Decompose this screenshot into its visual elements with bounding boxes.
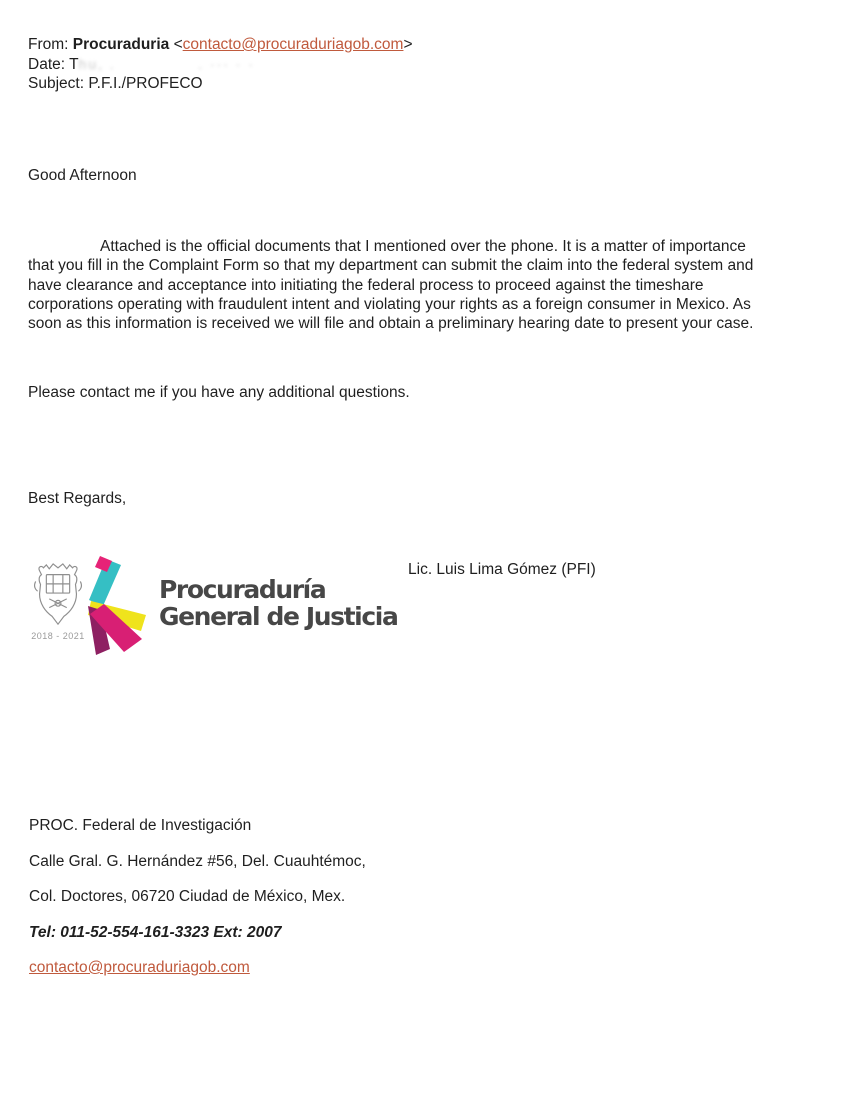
contact-request-line: Please contact me if you have any additional questions.: [28, 384, 410, 401]
footer-email-link[interactable]: contacto@procuraduriagob.com: [29, 959, 250, 976]
signature-footer: [29, 817, 366, 995]
from-label: From:: [28, 36, 69, 53]
main-paragraph: [28, 237, 833, 333]
paragraph-line: have clearance and acceptance into initiating the federal process to proceed against the timeshare: [28, 276, 704, 294]
footer-org: PROC. Federal de Investigación: [29, 817, 252, 834]
subject-value: P.F.I./PROFECO: [88, 75, 203, 92]
state-coat-of-arms-icon: [32, 562, 84, 635]
paragraph-line: corporations operating with fraudulent intent and violating your rights as a foreign consumer in Mexico. As: [28, 295, 751, 313]
date-redacted-smudge-a: hu, .: [78, 55, 116, 72]
date-partial: T: [69, 55, 79, 73]
closing-line: Best Regards,: [28, 490, 127, 507]
pgj-wordmark: [159, 576, 397, 630]
date-label: Date:: [28, 55, 66, 73]
subject-label: Subject:: [28, 75, 85, 92]
email-header: [28, 35, 413, 94]
greeting: Good Afternoon: [28, 167, 137, 184]
paragraph-line: soon as this information is received we will file and obtain a preliminary hearing date to present your case.: [28, 315, 754, 333]
bracket-close: >: [403, 36, 413, 53]
bracket-open: <: [173, 36, 183, 53]
pgj-k-logo-icon: [88, 556, 158, 661]
emblem-years: 2018 - 2021: [31, 631, 85, 641]
paragraph-line: Attached is the official documents that I mentioned over the phone. It is a matter of importance: [100, 238, 746, 255]
footer-phone: Tel: 011-52-554-161-3323 Ext: 2007: [29, 923, 282, 941]
sender-name: Procuraduria: [72, 36, 170, 53]
signatory-name: Lic. Luis Lima Gómez (PFI): [408, 561, 596, 578]
sender-email-link[interactable]: contacto@procuraduriagob.com: [182, 36, 404, 53]
from-line: [28, 35, 413, 55]
date-redacted-smudge-b: . ··· · ·: [198, 55, 255, 72]
footer-address-line2: Col. Doctores, 06720 Ciudad de México, Mex.: [29, 888, 346, 905]
date-line: [28, 55, 413, 75]
subject-line: [28, 74, 413, 94]
pgj-wordmark-line1: Procuraduría: [159, 575, 326, 604]
pgj-wordmark-line2: General de Justicia: [159, 602, 398, 631]
paragraph-line: that you fill in the Complaint Form so that my department can submit the claim into the federal system and: [28, 257, 754, 275]
footer-address-line1: Calle Gral. G. Hernández #56, Del. Cuauhtémoc,: [29, 852, 366, 870]
